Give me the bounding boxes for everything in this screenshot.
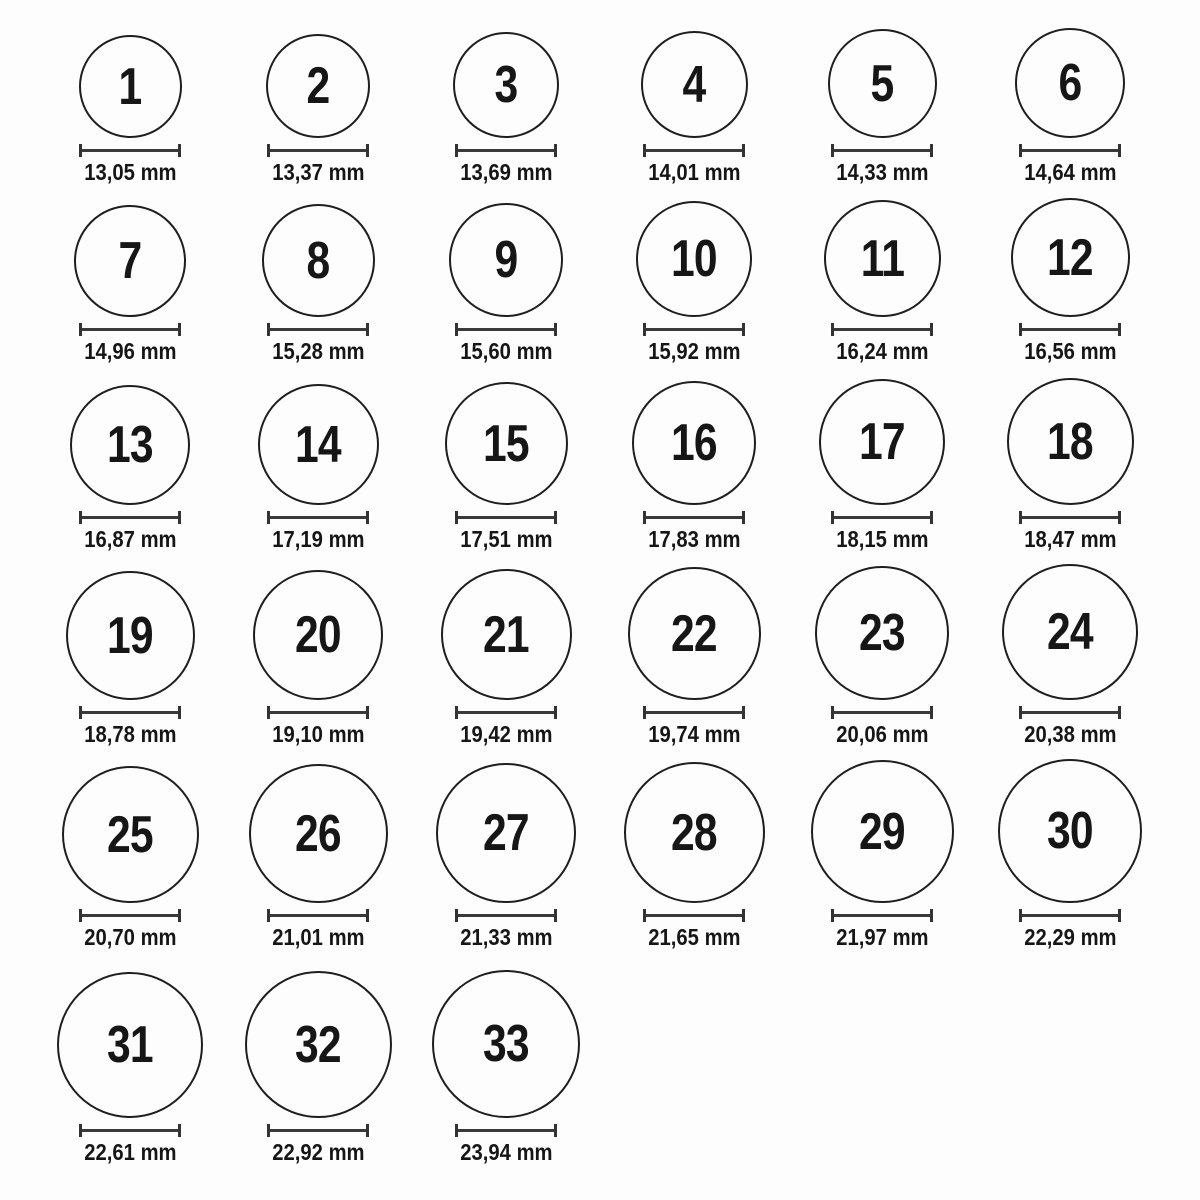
ring-size-cell [600, 31, 788, 193]
measure-line-bar [646, 149, 742, 152]
diameter-label: 15,60 mm [459, 338, 553, 364]
ring-size-cell [600, 381, 788, 560]
diameter-label: 16,87 mm [83, 526, 177, 552]
ring-size-cell [788, 29, 976, 193]
measure-line-bar [270, 328, 366, 331]
ring-size-number: 6 [1058, 54, 1082, 112]
ring-circle [1015, 28, 1125, 138]
ring-size-cell [976, 198, 1164, 372]
diameter-label: 17,51 mm [459, 526, 553, 552]
ring-size-number: 24 [1047, 603, 1093, 661]
ring-size-cell [36, 385, 224, 560]
measure-line-bar [458, 914, 554, 917]
ring-size-number: 11 [860, 229, 904, 288]
measure-line-bar [82, 328, 178, 331]
ring-circle [62, 766, 199, 903]
ring-circle [828, 29, 937, 138]
ring-size-cell [412, 382, 600, 560]
ring-size-cell [36, 35, 224, 193]
ring-circle [74, 205, 186, 317]
ring-circle [79, 35, 182, 138]
diameter-measure-line [79, 1124, 181, 1137]
diameter-label: 15,92 mm [647, 338, 741, 364]
ring-circle [632, 381, 756, 505]
ring-size-number: 8 [306, 231, 330, 290]
ring-circle [432, 970, 580, 1118]
diameter-measure-line [455, 323, 557, 336]
ring-circle [628, 567, 761, 700]
diameter-label: 13,05 mm [83, 159, 177, 185]
measure-line-bar [1022, 328, 1118, 331]
diameter-measure-line [831, 144, 933, 157]
ring-circle [641, 31, 748, 138]
ring-size-number: 30 [1047, 802, 1093, 860]
ring-size-cell [976, 28, 1164, 193]
ring-circle [66, 571, 195, 700]
measure-line-bar [646, 516, 742, 519]
diameter-label: 20,06 mm [835, 721, 929, 747]
measure-line-bar [1022, 914, 1118, 917]
ring-size-cell [976, 378, 1164, 560]
measure-line-bar [834, 149, 930, 152]
diameter-measure-line [79, 511, 181, 524]
diameter-label: 16,56 mm [1023, 338, 1117, 364]
measure-line-bar [458, 516, 554, 519]
ring-size-number: 28 [671, 803, 717, 862]
measure-line-bar [82, 516, 178, 519]
ring-size-number: 33 [483, 1015, 529, 1073]
measure-line-bar [834, 516, 930, 519]
diameter-label: 13,69 mm [459, 159, 553, 185]
ring-size-number: 20 [295, 606, 341, 664]
measure-line-bar [458, 149, 554, 152]
ring-circle [1007, 378, 1134, 505]
diameter-measure-line [267, 1124, 369, 1137]
ring-size-number: 13 [107, 416, 153, 474]
ring-size-cell [224, 34, 412, 193]
ring-circle [824, 200, 941, 317]
measure-line-bar [458, 711, 554, 714]
diameter-label: 15,28 mm [271, 338, 365, 364]
ring-size-row [36, 372, 1164, 560]
ring-size-number: 17 [859, 413, 905, 471]
ring-size-number: 22 [671, 604, 717, 663]
measure-line-bar [270, 516, 366, 519]
ring-circle [624, 762, 765, 903]
ring-circle [815, 566, 949, 700]
ring-size-number: 19 [107, 606, 153, 665]
diameter-measure-line [455, 511, 557, 524]
ring-size-number: 32 [295, 1015, 341, 1074]
ring-size-row [36, 755, 1164, 958]
ring-size-number: 26 [295, 804, 341, 863]
measure-line-bar [834, 711, 930, 714]
ring-size-cell [412, 763, 600, 958]
diameter-measure-line [79, 144, 181, 157]
measure-line-bar [458, 1129, 554, 1132]
ring-size-row [36, 958, 1164, 1173]
diameter-label: 16,24 mm [835, 338, 929, 364]
ring-size-number: 7 [118, 232, 142, 290]
ring-size-cell [224, 971, 412, 1173]
diameter-label: 18,15 mm [835, 526, 929, 552]
diameter-measure-line [455, 909, 557, 922]
ring-size-cell [224, 570, 412, 755]
diameter-label: 18,47 mm [1023, 526, 1117, 552]
ring-circle [1011, 198, 1130, 317]
diameter-measure-line [79, 909, 181, 922]
ring-size-number: 18 [1047, 412, 1093, 471]
ring-size-cell [412, 32, 600, 193]
diameter-label: 17,19 mm [271, 526, 365, 552]
ring-size-row [36, 560, 1164, 755]
ring-circle [253, 570, 383, 700]
ring-circle [258, 384, 379, 505]
measure-line-bar [834, 328, 930, 331]
measure-line-bar [270, 914, 366, 917]
ring-size-cell [36, 205, 224, 372]
ring-circle [249, 764, 388, 903]
diameter-measure-line [267, 323, 369, 336]
diameter-measure-line [831, 323, 933, 336]
diameter-measure-line [1019, 323, 1121, 336]
diameter-measure-line [643, 909, 745, 922]
ring-size-cell [412, 970, 600, 1173]
ring-size-cell [600, 201, 788, 372]
ring-size-cell [412, 203, 600, 372]
ring-size-number: 25 [107, 805, 153, 864]
ring-size-number: 1 [118, 57, 142, 116]
ring-circle [436, 763, 576, 903]
ring-size-cell [412, 569, 600, 755]
ring-size-number: 23 [859, 604, 905, 662]
diameter-measure-line [831, 706, 933, 719]
ring-circle [70, 385, 190, 505]
ring-size-number: 12 [1047, 228, 1093, 287]
measure-line-bar [1022, 516, 1118, 519]
ring-size-cell [788, 760, 976, 958]
measure-line-bar [458, 328, 554, 331]
ring-circle [441, 569, 572, 700]
diameter-measure-line [267, 144, 369, 157]
ring-circle [57, 972, 203, 1118]
ring-size-number: 5 [870, 54, 894, 113]
measure-line-bar [834, 914, 930, 917]
ring-size-number: 16 [671, 414, 717, 472]
ring-size-cell [788, 379, 976, 560]
diameter-measure-line [1019, 144, 1121, 157]
diameter-label: 22,29 mm [1023, 924, 1117, 950]
ring-circle [245, 971, 392, 1118]
diameter-label: 22,61 mm [83, 1139, 177, 1165]
ring-circle [449, 203, 563, 317]
ring-circle [819, 379, 945, 505]
diameter-measure-line [831, 909, 933, 922]
diameter-measure-line [643, 511, 745, 524]
diameter-measure-line [1019, 909, 1121, 922]
ring-circle [998, 759, 1142, 903]
ring-size-cell [36, 972, 224, 1173]
ring-size-number: 29 [859, 802, 905, 861]
diameter-label: 20,70 mm [83, 924, 177, 950]
ring-size-number: 31 [107, 1016, 153, 1074]
diameter-label: 14,96 mm [83, 338, 177, 364]
ring-size-cell [600, 762, 788, 958]
ring-size-cell [976, 759, 1164, 958]
measure-line-bar [82, 149, 178, 152]
diameter-measure-line [1019, 706, 1121, 719]
diameter-label: 14,64 mm [1023, 159, 1117, 185]
ring-circle [266, 34, 370, 138]
diameter-measure-line [643, 323, 745, 336]
ring-circle [811, 760, 954, 903]
diameter-label: 20,38 mm [1023, 721, 1117, 747]
ring-size-cell [788, 200, 976, 372]
measure-line-bar [82, 1129, 178, 1132]
diameter-measure-line [455, 706, 557, 719]
ring-size-number: 9 [494, 231, 518, 289]
measure-line-bar [646, 914, 742, 917]
measure-line-bar [1022, 711, 1118, 714]
diameter-measure-line [79, 323, 181, 336]
diameter-label: 22,92 mm [271, 1139, 365, 1165]
measure-line-bar [646, 711, 742, 714]
ring-size-cell [36, 766, 224, 958]
ring-size-cell [788, 566, 976, 755]
measure-line-bar [646, 328, 742, 331]
diameter-measure-line [267, 511, 369, 524]
measure-line-bar [82, 711, 178, 714]
diameter-label: 13,37 mm [271, 159, 365, 185]
ring-size-number: 14 [295, 415, 341, 474]
diameter-label: 21,65 mm [647, 924, 741, 950]
diameter-label: 17,83 mm [647, 526, 741, 552]
diameter-measure-line [455, 144, 557, 157]
measure-line-bar [1022, 149, 1118, 152]
measure-line-bar [270, 149, 366, 152]
ring-size-cell [976, 564, 1164, 755]
ring-size-number: 10 [671, 230, 717, 288]
ring-size-row [36, 0, 1164, 193]
ring-size-number: 3 [494, 56, 518, 114]
diameter-label: 19,10 mm [271, 721, 365, 747]
diameter-label: 21,97 mm [835, 924, 929, 950]
diameter-label: 23,94 mm [459, 1139, 553, 1165]
ring-circle [636, 201, 752, 317]
diameter-measure-line [267, 706, 369, 719]
measure-line-bar [270, 711, 366, 714]
ring-circle [262, 204, 375, 317]
ring-size-row [36, 193, 1164, 372]
measure-line-bar [270, 1129, 366, 1132]
ring-size-number: 4 [682, 55, 706, 114]
ring-size-cell [224, 204, 412, 372]
ring-size-cell [36, 571, 224, 755]
ring-size-cell [224, 764, 412, 958]
diameter-label: 18,78 mm [83, 721, 177, 747]
ring-size-cell [600, 567, 788, 755]
diameter-label: 19,74 mm [647, 721, 741, 747]
diameter-measure-line [455, 1124, 557, 1137]
ring-size-number: 21 [483, 605, 529, 664]
diameter-measure-line [79, 706, 181, 719]
ring-circle [1002, 564, 1138, 700]
ring-size-number: 27 [483, 804, 529, 862]
diameter-measure-line [831, 511, 933, 524]
ring-circle [445, 382, 568, 505]
diameter-label: 14,01 mm [647, 159, 741, 185]
diameter-label: 14,33 mm [835, 159, 929, 185]
ring-circle [453, 32, 559, 138]
ring-size-number: 15 [483, 414, 529, 473]
diameter-measure-line [643, 706, 745, 719]
diameter-measure-line [1019, 511, 1121, 524]
diameter-label: 21,33 mm [459, 924, 553, 950]
diameter-measure-line [643, 144, 745, 157]
diameter-label: 21,01 mm [271, 924, 365, 950]
ring-size-number: 2 [306, 57, 330, 115]
measure-line-bar [82, 914, 178, 917]
ring-size-cell [224, 384, 412, 560]
diameter-measure-line [267, 909, 369, 922]
diameter-label: 19,42 mm [459, 721, 553, 747]
